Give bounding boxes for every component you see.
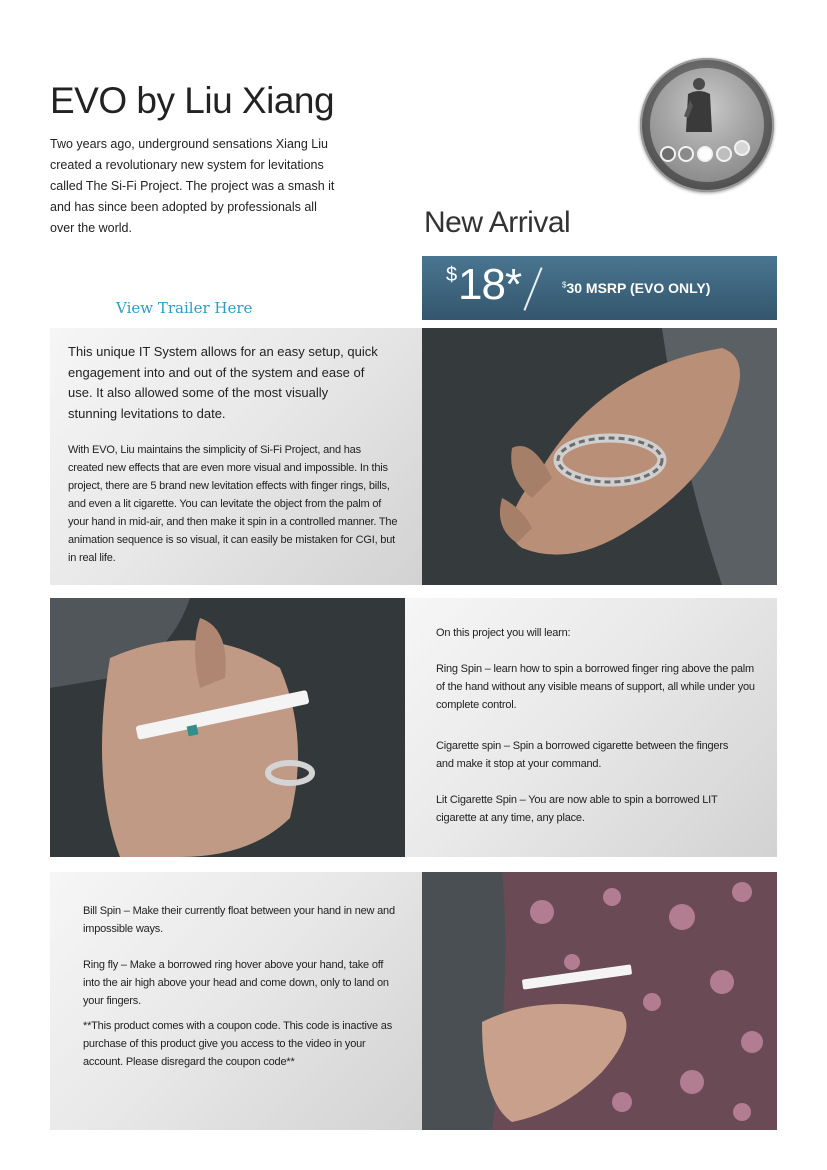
new-arrival-heading: New Arrival bbox=[424, 206, 571, 239]
msrp-text: 30 MSRP (EVO ONLY) bbox=[566, 280, 711, 296]
page-title: EVO by Liu Xiang bbox=[50, 80, 335, 121]
cigarette-spin-text: Cigarette spin – Spin a borrowed cigarette between the fingers and make it stop at your command. bbox=[436, 740, 729, 770]
badge-dot bbox=[660, 146, 676, 162]
coupon-note-text: **This product comes with a coupon code. This code is inactive as purchase of this product give you access to the video in your account. Please disregard the coupon code** bbox=[83, 1020, 393, 1068]
price-divider bbox=[523, 267, 542, 310]
floating-cigarette-photo bbox=[422, 872, 777, 1130]
ring-fly-text: Ring fly – Make a borrowed ring hover above your hand, take off into the air high above your head and come down, only to land on your fingers. bbox=[83, 959, 389, 1007]
magician-badge-icon bbox=[640, 58, 774, 192]
price-amount: 18* bbox=[458, 260, 522, 309]
badge-dot bbox=[678, 146, 694, 162]
msrp-label bbox=[562, 280, 710, 296]
system-lead-text: This unique IT System allows for an easy setup, quick engagement into and out of the system and ease of use. It also allowed some of the most visually stunning levitations to date. bbox=[68, 344, 378, 421]
bill-spin-text: Bill Spin – Make their currently float between your hand in new and impossible ways. bbox=[83, 905, 395, 935]
ring-on-palm-photo bbox=[422, 328, 777, 585]
price-currency: $ bbox=[446, 264, 458, 286]
lit-cigarette-spin-text: Lit Cigarette Spin – You are now able to spin a borrowed LIT cigarette at any time, any place. bbox=[436, 794, 718, 824]
effects-panel bbox=[50, 872, 422, 1130]
learning-panel bbox=[405, 598, 777, 857]
learn-intro-text: On this project you will learn: bbox=[436, 627, 571, 639]
magician-silhouette-icon bbox=[684, 76, 714, 132]
evo-description-text: With EVO, Liu maintains the simplicity of Si-Fi Project, and has created new effects that are even more visual and impossible. In this project, there are 5 brand new levitation effects with finger rings, bills, and even a lit cigarette. You can levitate the object from the palm of your hand in mid-air, and then make it spin in a controlled manner. The animation sequence is so visual, it can easily be mistaken for CGI, but in real life. bbox=[68, 444, 398, 564]
ring-spin-text: Ring Spin – learn how to spin a borrowed finger ring above the palm of the hand without any visible means of support, all while under you complete control. bbox=[436, 663, 755, 711]
intro-paragraph: Two years ago, underground sensations Xiang Liu created a revolutionary new system for levitations called The Si-Fi Project. The project was a smash it and has since been adopted by professionals all over the world. bbox=[50, 137, 335, 235]
badge-dot bbox=[716, 146, 732, 162]
description-panel bbox=[50, 328, 422, 585]
price-banner bbox=[422, 256, 777, 320]
cigarette-hand-photo bbox=[50, 598, 405, 857]
msrp-currency: $ bbox=[562, 280, 567, 290]
view-trailer-link[interactable]: View Trailer Here bbox=[116, 299, 253, 317]
badge-dot bbox=[697, 146, 713, 162]
badge-dot bbox=[734, 140, 750, 156]
